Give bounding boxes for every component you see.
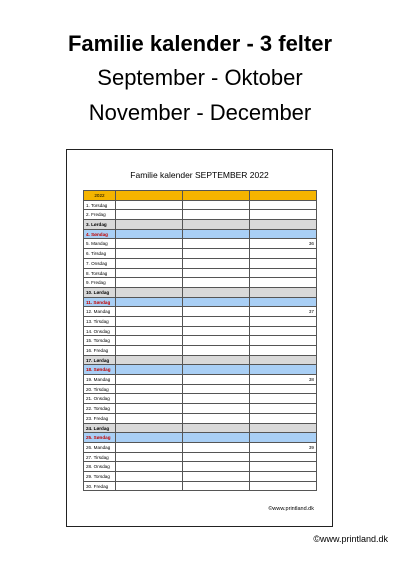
entry-cell-3[interactable] [250, 462, 317, 471]
entry-cell-3[interactable] [250, 472, 317, 481]
entry-cell-1[interactable] [116, 317, 183, 326]
entry-cell-2[interactable] [183, 239, 250, 248]
entry-cell-2[interactable] [183, 317, 250, 326]
day-row [84, 443, 317, 453]
entry-cell-3[interactable] [250, 210, 317, 219]
entry-cell-3[interactable] [250, 375, 317, 384]
day-row [84, 317, 317, 327]
day-row [84, 356, 317, 366]
day-label: 8. Torsdag [84, 269, 116, 278]
entry-cell-3[interactable] [250, 298, 317, 307]
day-row [84, 278, 317, 288]
day-label: 5. Mandag [84, 239, 116, 248]
entry-cell-1[interactable] [116, 356, 183, 365]
day-row [84, 230, 317, 240]
entry-cell-1[interactable] [116, 278, 183, 287]
day-label: 6. Tirsdag [84, 249, 116, 258]
day-label: 23. Fredag [84, 414, 116, 423]
entry-cell-2[interactable] [183, 259, 250, 268]
day-label: 9. Fredag [84, 278, 116, 287]
day-label: 2. Fredag [84, 210, 116, 219]
entry-cell-2[interactable] [183, 365, 250, 374]
entry-cell-1[interactable] [116, 385, 183, 394]
day-row [84, 210, 317, 220]
entry-cell-2[interactable] [183, 201, 250, 210]
entry-cell-3[interactable] [250, 424, 317, 433]
entry-cell-2[interactable] [183, 375, 250, 384]
week-number: 39 [308, 444, 314, 450]
entry-cell-3[interactable] [250, 482, 317, 491]
entry-cell-2[interactable] [183, 462, 250, 471]
day-label: 27. Tirsdag [84, 453, 116, 462]
entry-cell-3[interactable] [250, 317, 317, 326]
day-row [84, 327, 317, 337]
entry-cell-2[interactable] [183, 346, 250, 355]
day-label: 26. Mandag [84, 443, 116, 452]
entry-cell-1[interactable] [116, 327, 183, 336]
day-row [84, 201, 317, 211]
day-label: 21. Onsdag [84, 394, 116, 403]
entry-cell-1[interactable] [116, 239, 183, 248]
entry-cell-2[interactable] [183, 482, 250, 491]
entry-cell-1[interactable] [116, 220, 183, 229]
day-row [84, 424, 317, 434]
day-row [84, 259, 317, 269]
entry-cell-2[interactable] [183, 269, 250, 278]
entry-cell-3[interactable] [250, 220, 317, 229]
entry-cell-1[interactable] [116, 288, 183, 297]
day-label: 13. Tirsdag [84, 317, 116, 326]
day-row [84, 414, 317, 424]
day-label: 20. Tirsdag [84, 385, 116, 394]
entry-cell-3[interactable] [250, 404, 317, 413]
entry-cell-1[interactable] [116, 394, 183, 403]
day-label: 12. Mandag [84, 307, 116, 316]
day-label: 28. Onsdag [84, 462, 116, 471]
entry-cell-2[interactable] [183, 230, 250, 239]
entry-cell-1[interactable] [116, 201, 183, 210]
entry-cell-2[interactable] [183, 336, 250, 345]
day-row [84, 239, 317, 249]
sheet-footer: ©www.printland.dk [268, 506, 314, 512]
entry-cell-1[interactable] [116, 482, 183, 491]
entry-cell-2[interactable] [183, 288, 250, 297]
entry-cell-3[interactable] [250, 385, 317, 394]
entry-cell-1[interactable] [116, 375, 183, 384]
day-row [84, 482, 317, 492]
entry-cell-3[interactable] [250, 201, 317, 210]
entry-cell-3[interactable] [250, 453, 317, 462]
entry-cell-1[interactable] [116, 453, 183, 462]
day-row [84, 269, 317, 279]
entry-cell-2[interactable] [183, 249, 250, 258]
day-label: 22. Torsdag [84, 404, 116, 413]
entry-cell-1[interactable] [116, 259, 183, 268]
entry-cell-3[interactable] [250, 327, 317, 336]
day-row [84, 453, 317, 463]
week-number: 38 [308, 377, 314, 383]
entry-cell-2[interactable] [183, 278, 250, 287]
entry-cell-3[interactable] [250, 249, 317, 258]
year-header: 2022 [84, 191, 116, 200]
entry-cell-3[interactable] [250, 278, 317, 287]
entry-cell-3[interactable] [250, 433, 317, 442]
entry-cell-1[interactable] [116, 472, 183, 481]
entry-cell-2[interactable] [183, 298, 250, 307]
entry-cell-2[interactable] [183, 210, 250, 219]
entry-cell-3[interactable] [250, 394, 317, 403]
day-row [84, 336, 317, 346]
header-column-3 [250, 191, 317, 200]
entry-cell-2[interactable] [183, 356, 250, 365]
day-row [84, 433, 317, 443]
calendar-title: Familie kalender SEPTEMBER 2022 [130, 170, 269, 180]
day-row [84, 365, 317, 375]
day-label: 7. Onsdag [84, 259, 116, 268]
day-row [84, 220, 317, 230]
day-row [84, 346, 317, 356]
entry-cell-2[interactable] [183, 472, 250, 481]
day-label: 18. Søndag [84, 365, 116, 374]
day-label: 19. Mandag [84, 375, 116, 384]
entry-cell-2[interactable] [183, 433, 250, 442]
page-subtitle-2: November - December [88, 100, 312, 125]
day-label: 3. Lørdag [84, 220, 116, 229]
page-footer: ©www.printland.dk [313, 534, 388, 544]
entry-cell-1[interactable] [116, 307, 183, 316]
entry-cell-2[interactable] [183, 385, 250, 394]
entry-cell-3[interactable] [250, 346, 317, 355]
entry-cell-3[interactable] [250, 443, 317, 452]
entry-cell-2[interactable] [183, 414, 250, 423]
entry-cell-1[interactable] [116, 424, 183, 433]
day-label: 4. Søndag [84, 230, 116, 239]
day-row [84, 298, 317, 308]
entry-cell-1[interactable] [116, 249, 183, 258]
day-row [84, 472, 317, 482]
page-title: Familie kalender - 3 felter [67, 31, 333, 56]
entry-cell-2[interactable] [183, 394, 250, 403]
entry-cell-3[interactable] [250, 365, 317, 374]
entry-cell-2[interactable] [183, 220, 250, 229]
day-label: 25. Søndag [84, 433, 116, 442]
entry-cell-3[interactable] [250, 288, 317, 297]
entry-cell-3[interactable] [250, 356, 317, 365]
week-number: 36 [308, 241, 314, 247]
day-label: 16. Fredag [84, 346, 116, 355]
day-label: 17. Lørdag [84, 356, 116, 365]
entry-cell-1[interactable] [116, 433, 183, 442]
entry-cell-2[interactable] [183, 443, 250, 452]
entry-cell-2[interactable] [183, 327, 250, 336]
entry-cell-2[interactable] [183, 307, 250, 316]
day-label: 1. Torsdag [84, 201, 116, 210]
day-row [84, 288, 317, 298]
entry-cell-1[interactable] [116, 404, 183, 413]
day-row [84, 404, 317, 414]
header-column-1 [116, 191, 183, 200]
entry-cell-2[interactable] [183, 424, 250, 433]
day-row [84, 375, 317, 385]
entry-cell-1[interactable] [116, 462, 183, 471]
entry-cell-1[interactable] [116, 210, 183, 219]
entry-cell-1[interactable] [116, 346, 183, 355]
day-label: 10. Lørdag [84, 288, 116, 297]
page-subtitle-1: September - Oktober [97, 65, 303, 90]
day-label: 11. Søndag [84, 298, 116, 307]
calendar-grid [83, 190, 317, 491]
day-row [84, 394, 317, 404]
entry-cell-3[interactable] [250, 414, 317, 423]
day-label: 14. Onsdag [84, 327, 116, 336]
entry-cell-1[interactable] [116, 414, 183, 423]
day-row [84, 249, 317, 259]
entry-cell-3[interactable] [250, 259, 317, 268]
entry-cell-3[interactable] [250, 307, 317, 316]
calendar-sheet [66, 149, 333, 527]
entry-cell-1[interactable] [116, 269, 183, 278]
entry-cell-1[interactable] [116, 298, 183, 307]
entry-cell-3[interactable] [250, 230, 317, 239]
entry-cell-3[interactable] [250, 336, 317, 345]
year-header-row [84, 191, 317, 201]
day-row [84, 462, 317, 472]
day-row [84, 385, 317, 395]
entry-cell-2[interactable] [183, 404, 250, 413]
entry-cell-1[interactable] [116, 443, 183, 452]
entry-cell-1[interactable] [116, 230, 183, 239]
day-label: 15. Torsdag [84, 336, 116, 345]
entry-cell-3[interactable] [250, 269, 317, 278]
header-column-2 [183, 191, 250, 200]
day-label: 29. Torsdag [84, 472, 116, 481]
day-label: 24. Lørdag [84, 424, 116, 433]
day-row [84, 307, 317, 317]
entry-cell-3[interactable] [250, 239, 317, 248]
entry-cell-1[interactable] [116, 365, 183, 374]
week-number: 37 [308, 309, 314, 315]
day-label: 30. Fredag [84, 482, 116, 491]
entry-cell-2[interactable] [183, 453, 250, 462]
entry-cell-1[interactable] [116, 336, 183, 345]
